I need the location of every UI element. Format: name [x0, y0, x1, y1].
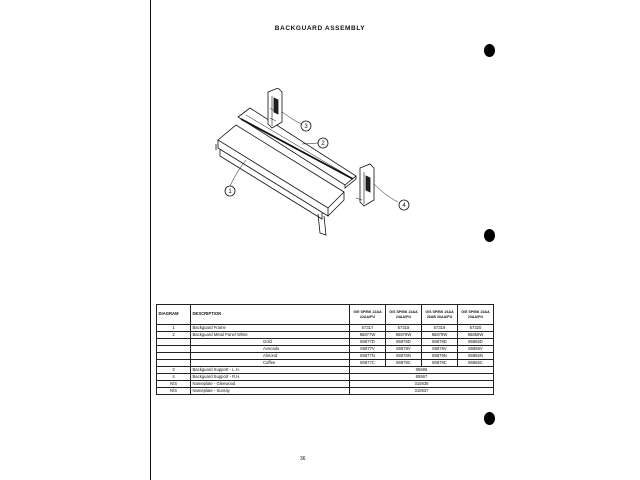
part-number-cell: 86879D — [422, 339, 458, 346]
description-cell: Backguard Support - R.H. — [191, 374, 350, 381]
part-number-cell: 57318 — [386, 325, 422, 332]
description-cell: Gold — [191, 339, 350, 346]
part-number-cell: 86879W — [422, 332, 458, 339]
part-number-cell: 57317 — [350, 325, 386, 332]
header-model-col-2: G/S SP/BK 24AA 24AA/PU — [386, 305, 422, 325]
part-number-cell: 86877W — [350, 332, 386, 339]
part-number-cell: 86878C — [386, 360, 422, 367]
header-model-col-3: G/S SP/BK 26AA 26AB 26AA/PU — [422, 305, 458, 325]
backguard-support-lh — [268, 88, 282, 128]
part-number-cell: 57320 — [458, 325, 494, 332]
backguard-support-rh — [356, 164, 374, 206]
description-cell: Coffee — [191, 360, 350, 367]
description-cell: Backguard Frame — [191, 325, 350, 332]
part-number-cell: 86879C — [422, 360, 458, 367]
part-number-cell: 86878N — [386, 353, 422, 360]
parts-list-table — [156, 304, 494, 395]
table-row — [157, 360, 494, 367]
diagram-cell: 3 — [157, 367, 191, 374]
part-number-cell: 310838 — [350, 381, 494, 388]
table-row — [157, 346, 494, 353]
part-number-cell: 86878V — [386, 346, 422, 353]
page-left-edge — [150, 0, 151, 480]
part-number-cell: 86879N — [422, 353, 458, 360]
part-number-cell: 86877D — [350, 339, 386, 346]
diagram-cell: 2 — [157, 332, 191, 339]
page-title: BACKGUARD ASSEMBLY — [274, 25, 366, 32]
callout-2: 2 — [321, 141, 325, 148]
header-model-col-1: G/E SP/BK 22AA 22AA/PU — [350, 305, 386, 325]
table-header-row — [157, 305, 494, 325]
part-number-cell: 86856C — [458, 360, 494, 367]
description-cell: Almond — [191, 353, 350, 360]
diagram-cell — [157, 339, 191, 346]
binder-hole-bottom — [484, 412, 495, 425]
part-number-cell: 86877V — [350, 346, 386, 353]
page-number: 36 — [300, 456, 306, 462]
diagram-cell — [157, 360, 191, 367]
part-number-cell: 86877N — [350, 353, 386, 360]
diagram-cell — [157, 346, 191, 353]
table-row — [157, 325, 494, 332]
callout-4: 4 — [402, 203, 406, 210]
binder-hole-top — [484, 44, 495, 57]
diagram-cell: 1 — [157, 325, 191, 332]
part-number-cell: 86878D — [386, 339, 422, 346]
description-cell: Backguard Metal Panel White — [191, 332, 350, 339]
binder-hole-middle — [484, 229, 495, 242]
part-number-cell: 86856N — [458, 353, 494, 360]
part-number-cell: 310837 — [350, 388, 494, 395]
table-row — [157, 381, 494, 388]
header-diagram: DIAGRAM — [157, 305, 191, 325]
table-row — [157, 332, 494, 339]
part-number-cell: 85686 — [350, 367, 494, 374]
table-row — [157, 388, 494, 395]
table-row — [157, 353, 494, 360]
diagram-cell: 4 — [157, 374, 191, 381]
diagram-cell: N/S — [157, 388, 191, 395]
table-row — [157, 339, 494, 346]
header-description: DESCRIPTION — [191, 305, 350, 325]
part-number-cell: 86856V — [458, 346, 494, 353]
diagram-cell — [157, 353, 191, 360]
part-number-cell: 86856D — [458, 339, 494, 346]
table-row — [157, 367, 494, 374]
part-number-cell: 85567 — [350, 374, 494, 381]
part-number-cell: 86856W — [458, 332, 494, 339]
part-number-cell: 86877C — [350, 360, 386, 367]
part-number-cell: 57319 — [422, 325, 458, 332]
backguard-exploded-diagram — [206, 88, 428, 243]
part-number-cell: 86878W — [386, 332, 422, 339]
description-cell: Backguard Support - L.H. — [191, 367, 350, 374]
table-row — [157, 374, 494, 381]
part-number-cell: 86879V — [422, 346, 458, 353]
description-cell: Avocado — [191, 346, 350, 353]
description-cell: Nameplate - Glenwood — [191, 381, 350, 388]
header-model-col-4: G/E SP/BK 23AA 23AA/PU — [458, 305, 494, 325]
callout-3: 3 — [304, 124, 308, 131]
callout-1: 1 — [228, 189, 232, 196]
description-cell: Nameplate - Sunray — [191, 388, 350, 395]
diagram-cell: N/S — [157, 381, 191, 388]
